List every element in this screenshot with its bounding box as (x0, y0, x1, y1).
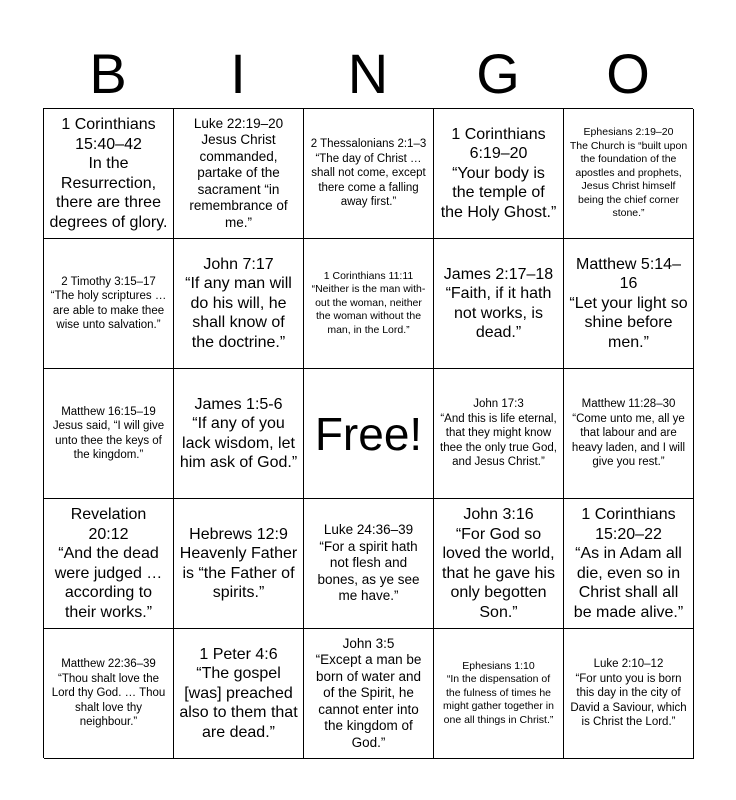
bingo-cell[interactable]: Matthew 16:15–19 Jesus said, “I will give unto thee the keys of the kingdom.” (44, 369, 174, 499)
header-letter-b: B (89, 42, 127, 105)
bingo-cell[interactable]: John 3:5 “Except a man be born of water and of the Spirit, he cannot enter into the kingdom of God.” (304, 629, 434, 759)
bingo-cell[interactable]: Hebrews 12:9 Heavenly Father is “the Father of spirits.” (174, 499, 304, 629)
bingo-cell[interactable]: James 1:5-6 “If any of you lack wisdom, let him ask of God.” (174, 369, 304, 499)
bingo-cell[interactable]: Matthew 11:28–30 “Come unto me, all ye that labour and are heavy laden, and I will give you rest.” (564, 369, 694, 499)
bingo-cell[interactable]: James 2:17–18 “Faith, if it hath not works, is dead.” (434, 239, 564, 369)
bingo-cell[interactable]: John 3:16 “For God so loved the world, that he gave his only begotten Son.” (434, 499, 564, 629)
bingo-cell[interactable]: Luke 22:19–20 Jesus Christ commanded, partake of the sacrament “in remembrance of me.” (174, 109, 304, 239)
free-space-cell[interactable]: Free! (304, 369, 434, 499)
bingo-cell[interactable]: 1 Peter 4:6 “The gospel [was] preached also to them that are dead.” (174, 629, 304, 759)
bingo-cell[interactable]: 1 Corinthians 6:19–20 “Your body is the temple of the Holy Ghost.” (434, 109, 564, 239)
bingo-cell[interactable]: Matthew 5:14–16 “Let your light so shine before men.” (564, 239, 694, 369)
header-letter-i: I (230, 42, 246, 105)
bingo-cell[interactable]: John 17:3 “And this is life eternal, that they might know thee the only true God, and Jesus Christ.” (434, 369, 564, 499)
header-letter-g: G (476, 42, 520, 105)
header-letter-o: O (606, 42, 650, 105)
bingo-board (43, 108, 693, 758)
bingo-cell[interactable]: Luke 2:10–12 “For unto you is born this day in the city of David a Saviour, which is Christ the Lord.” (564, 629, 694, 759)
bingo-cell[interactable]: Luke 24:36–39 “For a spirit hath not flesh and bones, as ye see me have.” (304, 499, 434, 629)
bingo-cell[interactable]: 2 Thessalonians 2:1–3 “The day of Christ … shall not come, except there come a falling away first.” (304, 109, 434, 239)
bingo-cell[interactable]: Ephesians 1:10 “In the dispensation of the fulness of times he might gather together in one all things in Christ.” (434, 629, 564, 759)
header-letter-n: N (347, 42, 389, 105)
bingo-cell[interactable]: 1 Corinthians 15:20–22 “As in Adam all die, even so in Christ shall all be made alive.” (564, 499, 694, 629)
bingo-cell[interactable]: Revelation 20:12 “And the dead were judged … according to their works.” (44, 499, 174, 629)
bingo-cell[interactable]: 2 Timothy 3:15–17 “The holy scriptures … are able to make thee wise unto salvation.” (44, 239, 174, 369)
bingo-cell[interactable]: Matthew 22:36–39 “Thou shalt love the Lord thy God. … Thou shalt love thy neighbour.” (44, 629, 174, 759)
bingo-cell[interactable]: 1 Corinthians 11:11 “Neither is the man with- out the woman, neither the woman without the man, in the Lord.” (304, 239, 434, 369)
bingo-cell[interactable]: John 7:17 “If any man will do his will, he shall know of the doctrine.” (174, 239, 304, 369)
bingo-header (43, 40, 693, 108)
bingo-cell[interactable]: Ephesians 2:19–20 The Church is “built upon the foundation of the apostles and prophets, Jesus Christ himself being the chief corner stone.” (564, 109, 694, 239)
bingo-cell[interactable]: 1 Corinthians 15:40–42 In the Resurrection, there are three degrees of glory. (44, 109, 174, 239)
